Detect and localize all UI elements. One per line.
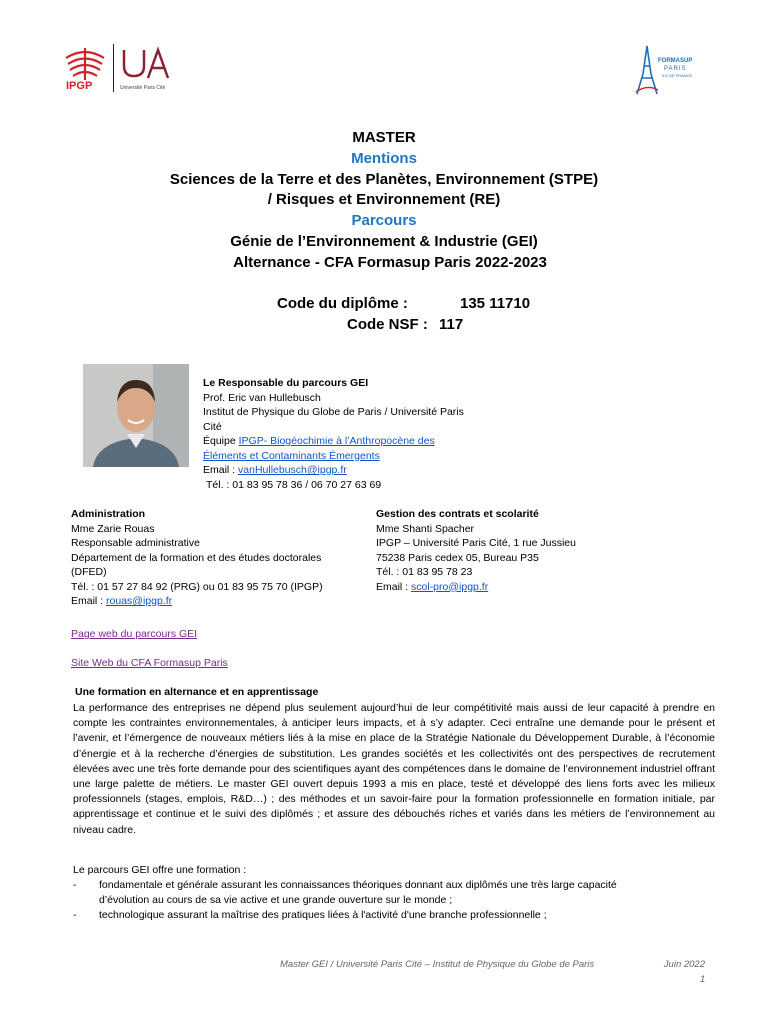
responsable-team-prefix: Équipe <box>203 435 239 447</box>
site-cfa-formasup-link[interactable]: Site Web du CFA Formasup Paris <box>71 657 228 669</box>
gestion-email-prefix: Email : <box>376 580 412 593</box>
footer-text: Master GEI / Université Paris Cité – Institut de Physique du Globe de Paris <box>280 959 595 970</box>
logo-divider <box>113 44 114 92</box>
header-parcours: Parcours <box>351 212 417 229</box>
administration-tel: Tél. : 01 57 27 84 92 (PRG) ou 01 83 95 75 70 (IPGP) <box>71 580 323 593</box>
list-item <box>73 908 715 923</box>
section-title: Une formation en alternance et en apprentissage <box>75 686 319 698</box>
page-footer <box>280 959 708 970</box>
formasup-name: FORMASUP <box>658 58 693 64</box>
ipgp-logo <box>62 44 108 94</box>
offer-list <box>73 863 715 923</box>
responsable-block <box>203 376 503 492</box>
upc-emblem-icon <box>118 44 174 84</box>
header-parcours-gei: Génie de l’Environnement & Industrie (GEI) <box>230 233 538 250</box>
responsable-institute-line2: Cité <box>203 420 222 433</box>
responsable-email-prefix: Email : <box>203 464 239 476</box>
administration-email-prefix: Email : <box>71 595 107 607</box>
administration-title: Administration <box>71 508 146 520</box>
responsable-email <box>203 463 503 478</box>
code-nsf-label: Code NSF : <box>347 316 428 333</box>
administration-email <box>71 594 371 609</box>
team-link-continued[interactable]: Éléments et Contaminants Émergents <box>203 449 380 462</box>
team-link[interactable]: IPGP- Biogéochimie à l’Anthropocène des <box>238 435 435 447</box>
gestion-email <box>376 580 676 595</box>
responsable-title: Le Responsable du parcours GEI <box>203 377 369 389</box>
upc-logo <box>118 44 174 96</box>
header-mentions: Mentions <box>351 150 417 167</box>
list-item <box>73 878 715 908</box>
administration-dept-line2: (DFED) <box>71 566 107 578</box>
administration-role: Responsable administrative <box>71 537 200 549</box>
formasup-subtitle: ILE DE FRANCE <box>662 73 693 78</box>
gestion-email-link[interactable]: scol-pro@ipgp.fr <box>411 580 489 593</box>
responsable-tel: Tél. : 01 83 95 78 36 / 06 70 27 63 69 <box>206 478 382 491</box>
responsable-institute-line1: Institut de Physique du Globe de Paris / Université Paris <box>203 406 464 418</box>
formasup-logo <box>634 44 706 96</box>
gestion-name: Mme Shanti Spacher <box>376 522 475 535</box>
formasup-city: PARIS <box>664 66 687 72</box>
gestion-address-line2: 75238 Paris cedex 05, Bureau P35 <box>376 551 539 564</box>
responsable-email-link[interactable]: vanHullebusch@ipgp.fr <box>238 464 347 476</box>
bullet-text-line1: fondamentale et générale assurant les connaissances théoriques donnant aux diplômés une très large capacité <box>99 879 617 891</box>
code-diplome-label: Code du diplôme : <box>277 295 408 312</box>
gestion-block <box>376 507 676 594</box>
portrait-icon <box>83 364 189 467</box>
code-nsf-value: 117 <box>439 316 464 333</box>
ipgp-logo-text: IPGP <box>66 80 93 92</box>
header-mention-stpe: Sciences de la Terre et des Planètes, Environnement (STPE) <box>169 171 599 188</box>
code-diplome-value: 135 11710 <box>460 295 531 312</box>
page-web-gei-link[interactable]: Page web du parcours GEI <box>71 628 198 640</box>
responsable-team <box>203 434 503 449</box>
administration-email-link[interactable]: rouas@ipgp.fr <box>106 595 173 607</box>
administration-block <box>71 507 371 609</box>
offer-intro: Le parcours GEI offre une formation : <box>73 864 247 876</box>
bullet-dash: - <box>73 879 77 891</box>
header-master: MASTER <box>352 129 416 146</box>
responsable-name: Prof. Eric van Hullebusch <box>203 391 321 404</box>
header-mention-re: / Risques et Environnement (RE) <box>267 191 501 208</box>
bullet-text-line2: d’évolution au cours de sa vie active et une grande ouverture sur le monde ; <box>99 894 453 906</box>
header-alternance: Alternance - CFA Formasup Paris 2022-2023 <box>233 254 547 271</box>
eiffel-tower-icon <box>634 44 660 96</box>
gestion-tel: Tél. : 01 83 95 78 23 <box>376 566 473 578</box>
administration-dept-line1: Département de la formation et des études doctorales <box>71 551 322 564</box>
section-paragraph: La performance des entreprises ne dépend plus seulement aujourd’hui de leur compétitivité mais aussi de leur capacité à prendre en compte les contraintes environnementales, à anticiper leurs impacts, et à s’y adapter. Ceci entraîne une demande pour le présent et l’avenir, et l’émergence de nouveaux métiers liés à la mise en place de la Stratégie Nationale du Développement Durable, à l’économie d’énergie et à la recherche d’énergies de substitution. Les grandes sociétés et les collectivités ont des perspectives de recrutement élevées avec une très forte demande pour des scientifiques ayant des compétences dans le domaine de l’environnement industriel offrant une large palette de métiers. Le master GEI ouvert depuis 1993 a mis en place, testé et développé des liens forts avec les milieux professionnels (stages, emplois, R&D…) ; des méthodes et un savoir-faire pour la formation professionnelle en formation initiale, par apprentissage et continue et le suivi des diplômés ; et assure des débouchés riches et variés dans les métiers de l’environnement au niveau cadre. <box>73 702 715 836</box>
responsable-photo <box>83 364 189 467</box>
administration-name: Mme Zarie Rouas <box>71 522 155 535</box>
bullet-dash: - <box>73 909 77 921</box>
gestion-address-line1: IPGP – Université Paris Cité, 1 rue Jussieu <box>376 537 576 549</box>
footer-date: Juin 2022 <box>663 959 705 970</box>
page-number: 1 <box>700 974 706 985</box>
upc-logo-caption: Université Paris Cité <box>120 85 166 91</box>
bullet-text-line1: technologique assurant la maîtrise des pratiques liées à l'activité d'une branche professionnelle ; <box>99 909 547 921</box>
gestion-title: Gestion des contrats et scolarité <box>376 508 539 520</box>
